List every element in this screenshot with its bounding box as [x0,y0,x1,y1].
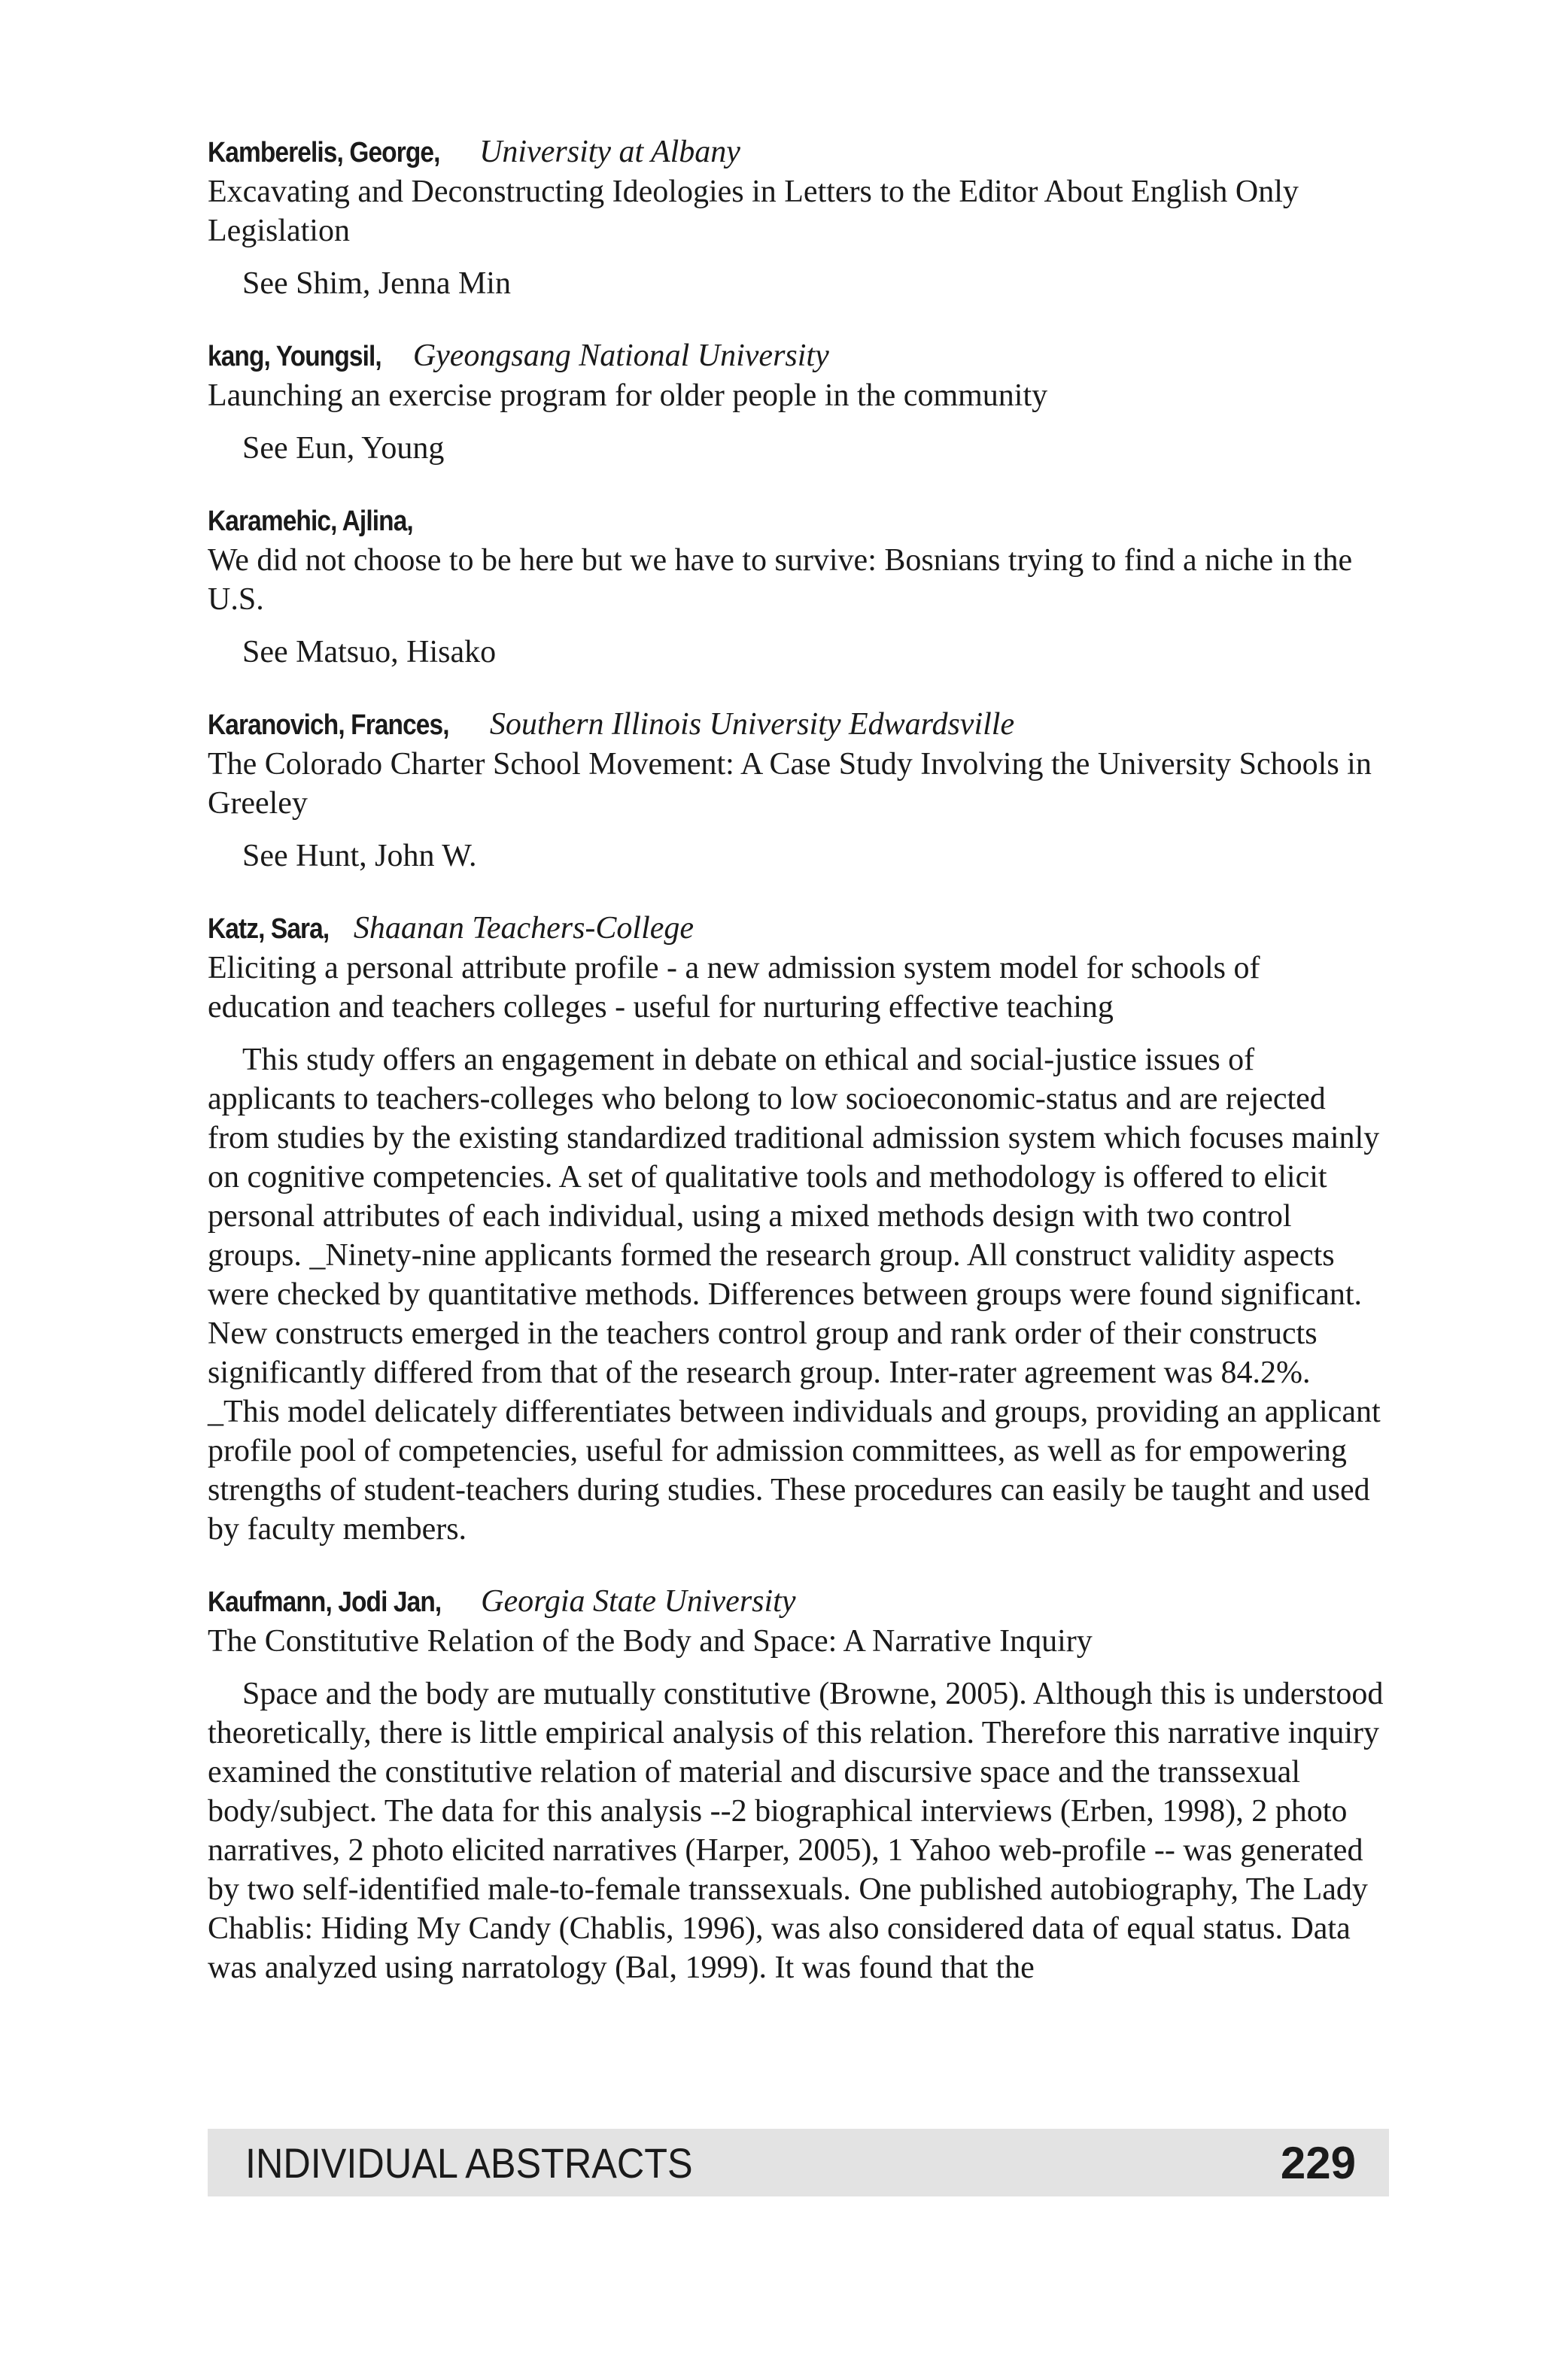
affiliation: Southern Illinois University Edwardsville [489,707,1015,742]
abstract-title: Excavating and Deconstructing Ideologies in Letters to the Editor About English Only Legislation [208,175,1299,248]
abstract-title: We did not choose to be here but we have to survive: Bosnians trying to find a niche in the U.S. [208,543,1353,617]
abstract-entry [208,705,1389,876]
author-name: Karanovich, Frances, [208,709,449,741]
author-name: Karamehic, Ajlina, [208,505,413,537]
author-name: Kaufmann, Jodi Jan, [208,1586,442,1618]
author-line [208,1582,1389,1622]
affiliation: University at Albany [479,135,740,169]
author-line [208,909,1389,949]
abstract-entry [208,1582,1389,1987]
author-name: kang, Youngsil, [208,341,381,372]
author-line [208,336,1389,376]
abstract-title: The Colorado Charter School Movement: A Case Study Involving the University Schools in Greeley [208,747,1372,821]
abstract-body: See Eun, Young [242,431,445,466]
page-footer [208,2129,1389,2196]
abstract-title: Eliciting a personal attribute profile - a new admission system model for schools of education and teachers colleges - useful for nurturing effective teaching [208,951,1260,1025]
affiliation: Gyeongsang National University [412,338,829,373]
abstracts-page [208,132,1389,2020]
abstract-title: The Constitutive Relation of the Body and Space: A Narrative Inquiry [208,1624,1093,1659]
abstract-entry [208,132,1389,303]
abstract-entry [208,909,1389,1549]
abstract-title: Launching an exercise program for older people in the community [208,378,1048,413]
abstract-body: Space and the body are mutually constitutive (Browne, 2005). Although this is understood theoretically, there is little empirical analysis of this relation. Therefore this narrative inquiry examined the constitutive relation of material and discursive space and the transsexual body/subject. The data for this analysis --2 biographical interviews (Erben, 1998), 2 photo narratives, 2 photo elicited narratives (Harper, 2005), 1 Yahoo web-profile -- was generated by two self-identified male-to-female transsexuals. One published autobiography, The Lady Chablis: Hiding My Candy (Chablis, 1996), was also considered data of equal status. Data was analyzed using narratology (Bal, 1999). It was found that the [208,1677,1384,1985]
author-line [208,705,1389,745]
author-name: Kamberelis, George, [208,137,440,168]
abstract-entry [208,501,1389,672]
page-number: 229 [1280,2137,1356,2188]
abstract-body: See Shim, Jenna Min [242,266,511,301]
author-name: Katz, Sara, [208,913,330,945]
section-label: INDIVIDUAL ABSTRACTS [245,2139,693,2187]
abstract-body: See Hunt, John W. [242,839,477,873]
abstract-body: See Matsuo, Hisako [242,635,497,669]
abstract-body: This study offers an engagement in debate on ethical and social-justice issues of applicants to teachers-colleges who belong to low socioeconomic-status and are rejected from studies by the existing standardized traditional admission system which focuses mainly on cognitive competencies. A set of qualitative tools and methodology is offered to elicit personal attributes of each individual, using a mixed methods design with two control groups. _Ninety-nine applicants formed the research group. All construct validity aspects were checked by quantitative methods. Differences between groups were found significant. New constructs emerged in the teachers control group and rank order of their constructs significantly differed from that of the research group. Inter-rater agreement was 84.2%. _This model delicately differentiates between individuals and groups, providing an applicant profile pool of competencies, useful for admission committees, as well as for empowering strengths of student-teachers during studies. These procedures can easily be taught and used by faculty members. [208,1043,1381,1547]
author-line [208,501,1389,541]
affiliation: Georgia State University [481,1584,796,1619]
affiliation: Shaanan Teachers-College [353,911,695,946]
author-line [208,132,1389,172]
abstract-entry [208,336,1389,468]
